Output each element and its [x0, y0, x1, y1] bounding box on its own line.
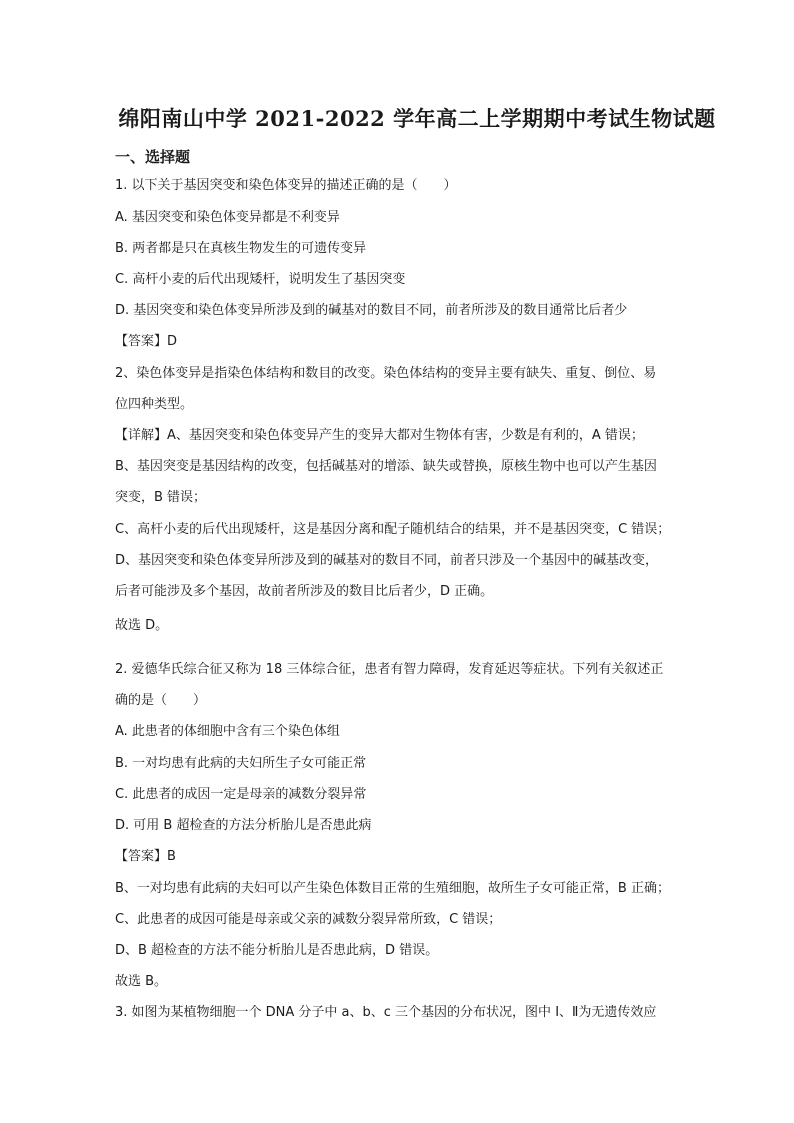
explanation-line: C、高杆小麦的后代出现矮杆，这是基因分离和配子随机结合的结果，并不是基因突变，C 错误；	[115, 522, 671, 537]
question-2-option-d: D. 可用 B 超检查的方法分析胎儿是否患此病	[115, 818, 372, 833]
explanation-line: B、基因突变是基因结构的改变，包括碱基对的增添、缺失或替换，原核生物中也可以产生基因	[115, 459, 657, 474]
explanation-line: B、一对均患有此病的夫妇可以产生染色体数目正常的生殖细胞，故所生子女可能正常，B 正确；	[115, 881, 670, 896]
explanation-line: 【详解】A、基因突变和染色体变异产生的变异大都对生物体有害，少数是有利的，A 错误；	[115, 428, 644, 443]
question-1-stem: 1. 以下关于基因突变和染色体变异的描述正确的是（ ）	[115, 178, 457, 193]
question-1-option-a: A. 基因突变和染色体变异都是不利变异	[115, 210, 340, 225]
question-1-option-d: D. 基因突变和染色体变异所涉及到的碱基对的数目不同，前者所涉及的数目通常比后者少	[115, 303, 628, 318]
question-2-option-b: B. 一对均患有此病的夫妇所生子女可能正常	[115, 756, 367, 771]
explanation-line: D、基因突变和染色体变异所涉及到的碱基对的数目不同，前者只涉及一个基因中的碱基改变，	[115, 553, 659, 568]
explanation-line: 后者可能涉及多个基因，故前者所涉及的数目比后者少，D 正确。	[115, 584, 494, 599]
explanation-line: 突变，B 错误；	[115, 490, 207, 505]
question-1-option-b: B. 两者都是只在真核生物发生的可遗传变异	[115, 241, 367, 256]
explanation-line: 2、染色体变异是指染色体结构和数目的改变。染色体结构的变异主要有缺失、重复、倒位、易	[115, 366, 657, 381]
question-1-conclusion: 故选 D。	[115, 618, 169, 633]
question-1-answer: 【答案】D	[115, 334, 178, 349]
question-3-stem: 3. 如图为某植物细胞一个 DNA 分子中 a、b、c 三个基因的分布状况，图中 Ⅰ、Ⅱ为无遗传效应	[115, 1005, 657, 1020]
explanation-line: D、B 超检查的方法不能分析胎儿是否患此病，D 错误。	[115, 943, 439, 958]
question-2-conclusion: 故选 B。	[115, 974, 168, 989]
question-2-answer: 【答案】B	[115, 849, 176, 864]
section-heading: 一、选择题	[115, 148, 191, 166]
question-1-option-c: C. 高杆小麦的后代出现矮杆，说明发生了基因突变	[115, 272, 406, 287]
explanation-line: 位四种类型。	[115, 397, 194, 412]
question-2-stem: 确的是（ ）	[115, 693, 207, 708]
explanation-line: C、此患者的成因可能是母亲或父亲的减数分裂异常所致，C 错误；	[115, 912, 502, 927]
question-2-option-c: C. 此患者的成因一定是母亲的减数分裂异常	[115, 787, 367, 802]
question-2-option-a: A. 此患者的体细胞中含有三个染色体组	[115, 724, 340, 739]
page-title: 绵阳南山中学 2021-2022 学年高二上学期期中考试生物试题	[118, 106, 716, 131]
question-2-stem: 2. 爱德华氏综合征又称为 18 三体综合征，患者有智力障碍，发育延迟等症状。下列有关叙述正	[115, 662, 664, 677]
